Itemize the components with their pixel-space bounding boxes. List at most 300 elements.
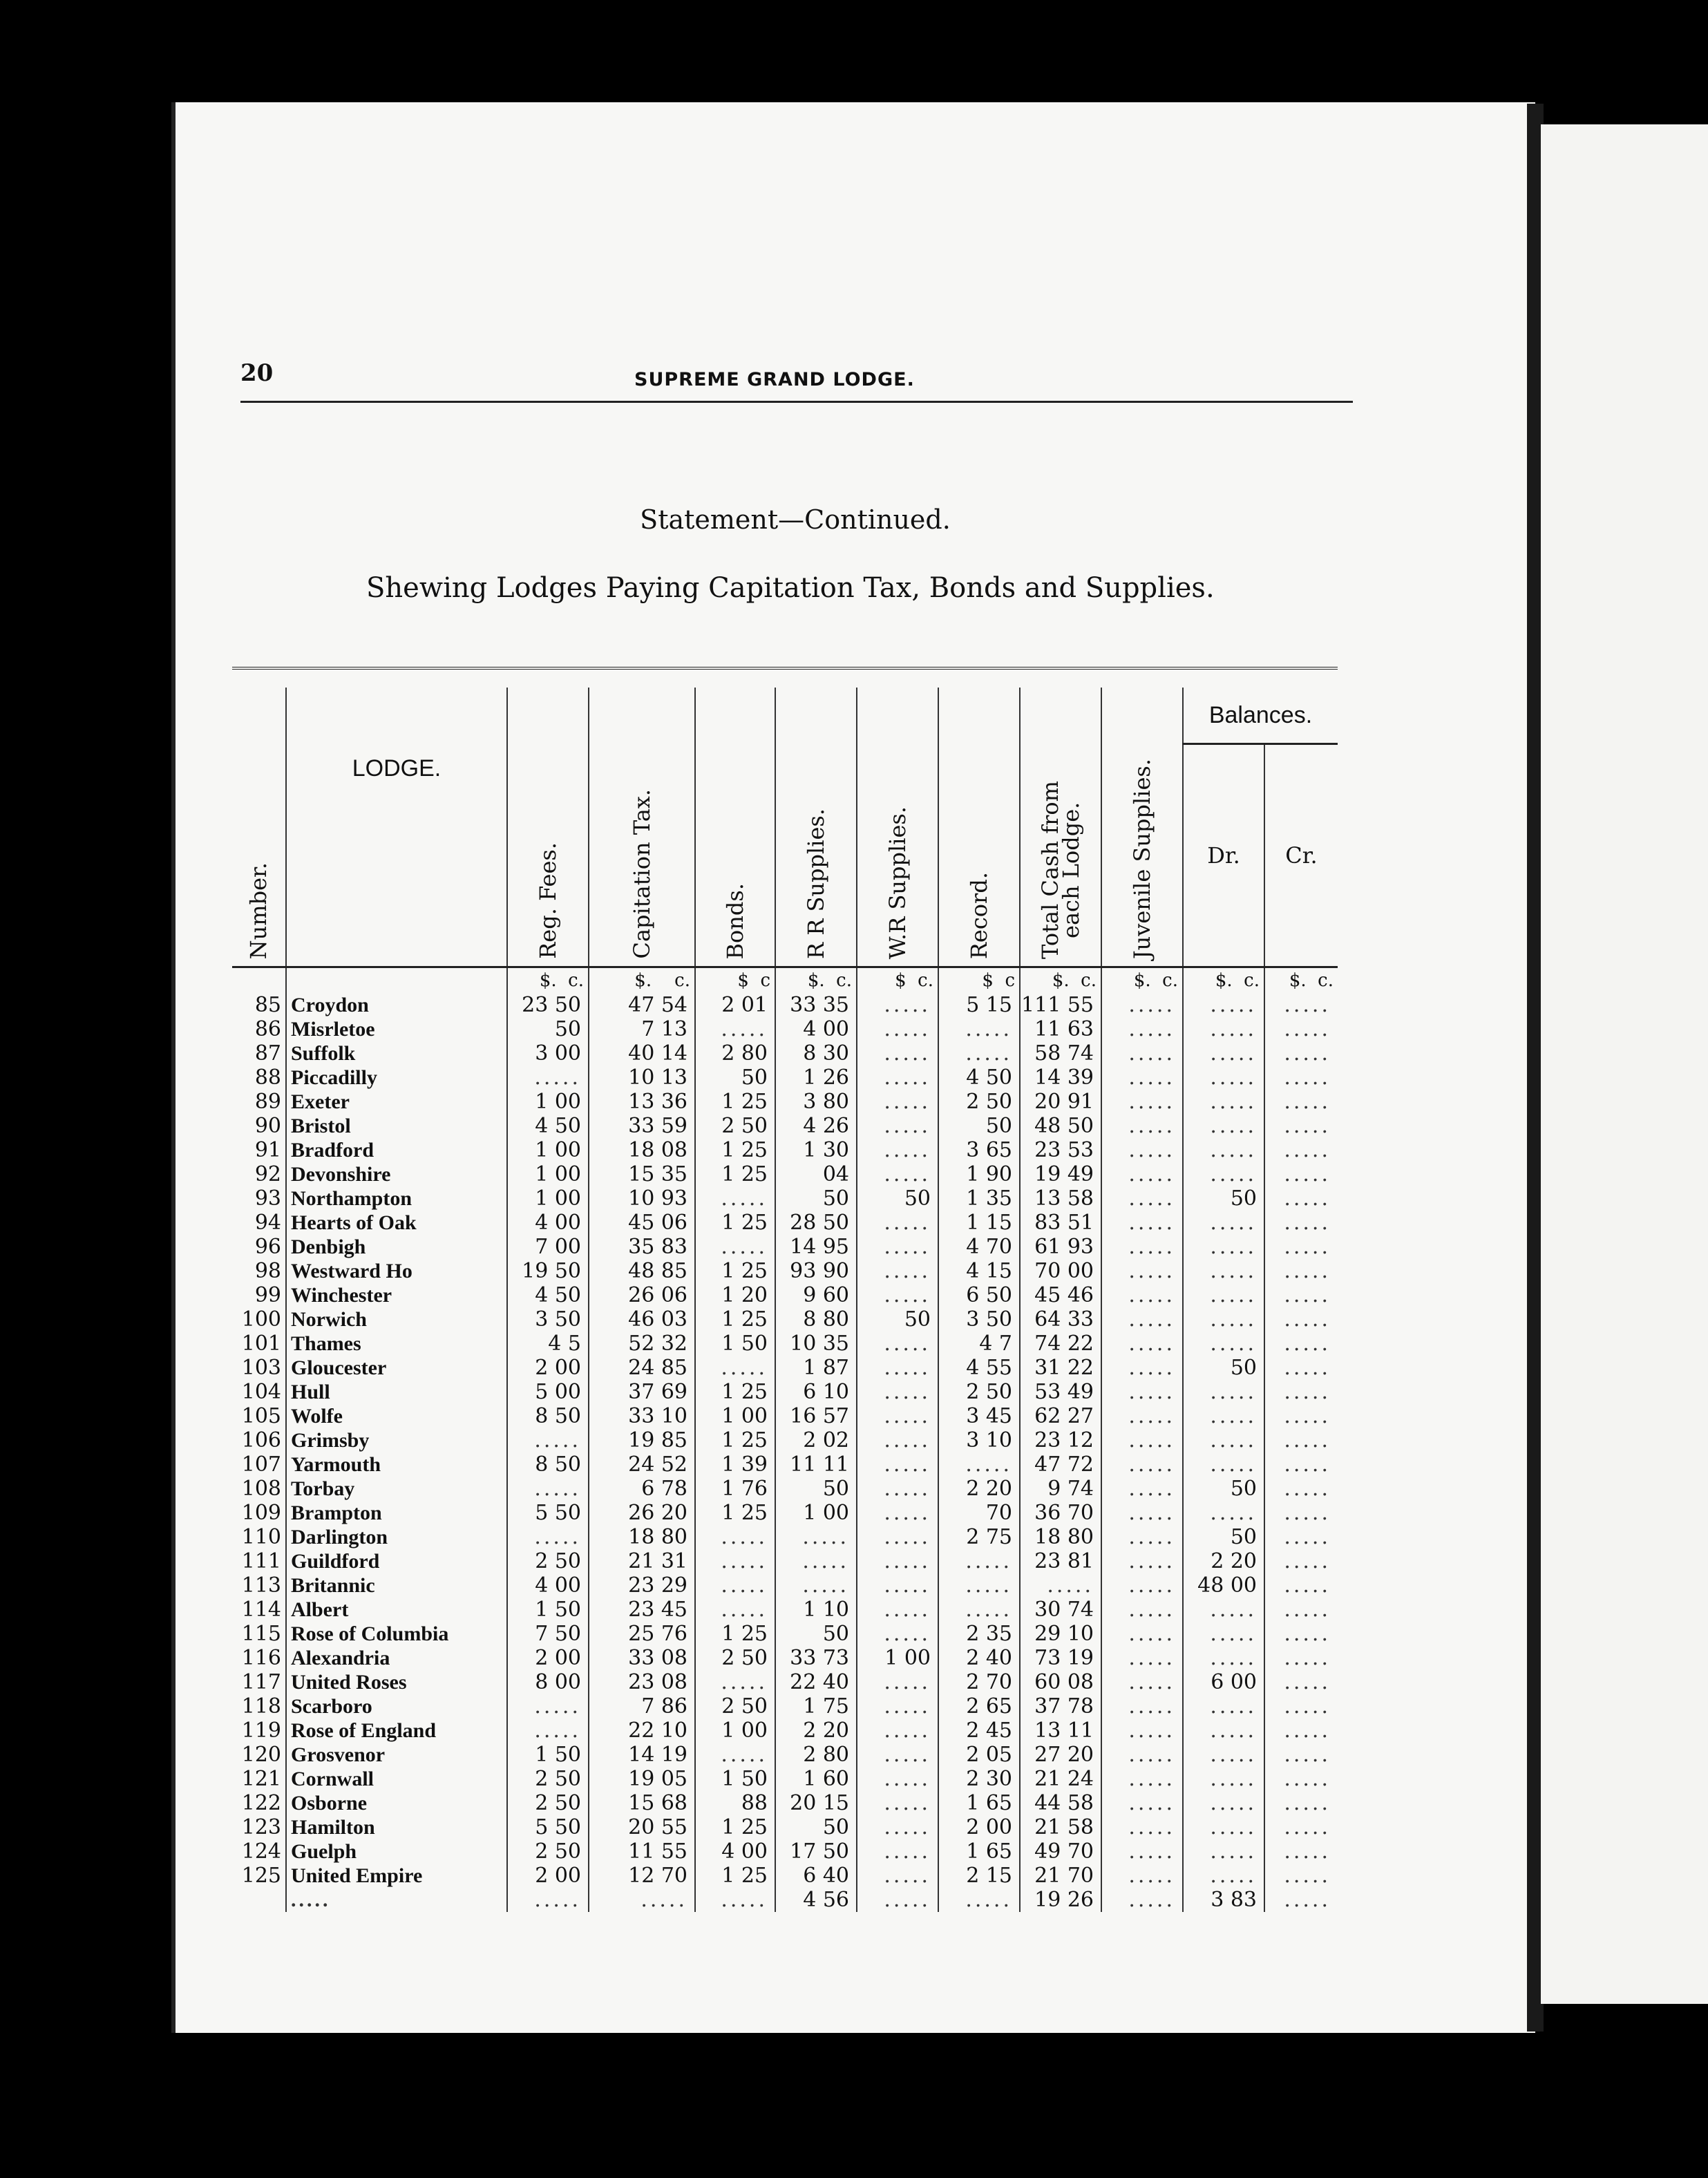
bonds-cell: 1 76: [695, 1477, 775, 1501]
reg-fees-cell: 2 50: [507, 1767, 589, 1791]
dot-leader: .....: [1128, 1211, 1175, 1235]
record-cell: [938, 1598, 1020, 1622]
juvenile-supplies-cell: [1101, 1573, 1183, 1598]
juvenile-supplies-cell: [1101, 1114, 1183, 1138]
table-row: [232, 1332, 1338, 1356]
dr-balance-cell: [1183, 1017, 1264, 1041]
dot-leader: .....: [1284, 1428, 1331, 1452]
rr-supplies-cell: [775, 1549, 857, 1573]
running-title: SUPREME GRAND LODGE.: [634, 369, 915, 390]
dot-leader: .....: [1210, 1283, 1257, 1307]
capitation-tax-cell: 6 78: [589, 1477, 695, 1501]
bonds-cell: 1 20: [695, 1283, 775, 1307]
col-capitation-tax-header: Capitation Tax.: [589, 688, 695, 967]
unit-label: $. c.: [1101, 967, 1183, 994]
juvenile-supplies-cell: [1101, 1283, 1183, 1307]
table-row: [232, 1404, 1338, 1428]
reg-fees-cell: 5 50: [507, 1501, 589, 1525]
dr-balance-cell: [1183, 1380, 1264, 1404]
dot-leader: .....: [1284, 1332, 1331, 1356]
record-cell: 2 05: [938, 1743, 1020, 1767]
dot-leader: .....: [884, 1839, 931, 1864]
reg-fees-cell: 4 50: [507, 1114, 589, 1138]
col-lodge-header: LODGE.: [286, 688, 507, 967]
lodge-name: Hamilton: [286, 1815, 507, 1839]
dr-balance-cell: [1183, 1283, 1264, 1307]
capitation-tax-cell: 15 68: [589, 1791, 695, 1815]
dot-leader: .....: [721, 1017, 768, 1041]
rr-supplies-cell: 2 20: [775, 1718, 857, 1743]
dot-leader: .....: [884, 1041, 931, 1066]
dr-balance-cell: [1183, 1743, 1264, 1767]
dot-leader: .....: [534, 1066, 581, 1090]
dot-leader: .....: [884, 1138, 931, 1162]
dot-leader: .....: [884, 1549, 931, 1573]
wr-supplies-cell: [857, 993, 938, 1017]
dot-leader: .....: [1210, 1718, 1257, 1743]
row-number: 101: [241, 1332, 281, 1356]
capitation-tax-cell: 25 76: [589, 1622, 695, 1646]
total-cash-cell: 61 93: [1020, 1235, 1101, 1259]
capitation-tax-cell: 26 20: [589, 1501, 695, 1525]
juvenile-supplies-cell: [1101, 1428, 1183, 1452]
table-row: [232, 1525, 1338, 1549]
dot-leader: .....: [1128, 1017, 1175, 1041]
cr-balance-cell: [1264, 1549, 1338, 1573]
row-number: 120: [241, 1743, 281, 1767]
dot-leader: .....: [721, 1670, 768, 1694]
dot-leader: .....: [884, 1622, 931, 1646]
bonds-cell: [695, 1670, 775, 1694]
rr-supplies-cell: 50: [775, 1186, 857, 1211]
total-cash-cell: 30 74: [1020, 1598, 1101, 1622]
bonds-cell: 1 00: [695, 1404, 775, 1428]
table-row: [232, 1477, 1338, 1501]
wr-supplies-cell: [857, 1549, 938, 1573]
dot-leader: .....: [1128, 1380, 1175, 1404]
capitation-tax-cell: 20 55: [589, 1815, 695, 1839]
table-row: [232, 1211, 1338, 1235]
juvenile-supplies-cell: [1101, 1718, 1183, 1743]
table-row: [232, 1864, 1338, 1888]
dot-leader: .....: [291, 1888, 331, 1911]
lodge-name: Albert: [286, 1598, 507, 1622]
rr-supplies-cell: 1 10: [775, 1598, 857, 1622]
wr-supplies-cell: [857, 1477, 938, 1501]
dot-leader: .....: [1128, 1259, 1175, 1283]
row-number: 98: [254, 1259, 281, 1283]
dot-leader: .....: [884, 1090, 931, 1114]
total-cash-cell: 37 78: [1020, 1694, 1101, 1718]
cr-balance-cell: [1264, 1041, 1338, 1066]
cr-balance-cell: [1264, 1114, 1338, 1138]
dot-leader: .....: [1284, 1186, 1331, 1211]
record-cell: [938, 1017, 1020, 1041]
table-row: [232, 1549, 1338, 1573]
capitation-tax-cell: 13 36: [589, 1090, 695, 1114]
juvenile-supplies-cell: [1101, 1404, 1183, 1428]
total-cash-cell: 13 58: [1020, 1186, 1101, 1211]
record-cell: 50: [938, 1114, 1020, 1138]
total-cash-cell: 111 55: [1020, 993, 1101, 1017]
table-row: [232, 1138, 1338, 1162]
bonds-cell: [695, 1186, 775, 1211]
reg-fees-cell: 2 50: [507, 1839, 589, 1864]
reg-fees-cell: 7 50: [507, 1622, 589, 1646]
bonds-cell: 2 50: [695, 1114, 775, 1138]
wr-supplies-cell: [857, 1235, 938, 1259]
juvenile-supplies-cell: [1101, 1332, 1183, 1356]
cr-balance-cell: [1264, 1235, 1338, 1259]
dot-leader: .....: [1128, 1477, 1175, 1501]
dot-leader: .....: [1210, 1743, 1257, 1767]
dot-leader: .....: [1284, 1235, 1331, 1259]
capitation-tax-cell: 11 55: [589, 1839, 695, 1864]
cr-balance-cell: [1264, 1307, 1338, 1332]
dot-leader: .....: [1210, 1501, 1257, 1525]
wr-supplies-cell: [857, 1694, 938, 1718]
dr-balance-cell: [1183, 1622, 1264, 1646]
dot-leader: .....: [884, 1452, 931, 1477]
rr-supplies-cell: 1 75: [775, 1694, 857, 1718]
table-row: [232, 1815, 1338, 1839]
cr-balance-cell: [1264, 1477, 1338, 1501]
dot-leader: .....: [1128, 1549, 1175, 1573]
record-cell: 2 30: [938, 1767, 1020, 1791]
table-row: [232, 1114, 1338, 1138]
dot-leader: .....: [1128, 1839, 1175, 1864]
total-cash-cell: 23 81: [1020, 1549, 1101, 1573]
juvenile-supplies-cell: [1101, 1815, 1183, 1839]
cr-balance-cell: [1264, 1259, 1338, 1283]
bonds-cell: 1 25: [695, 1428, 775, 1452]
reg-fees-cell: 2 00: [507, 1356, 589, 1380]
table-row: [232, 1501, 1338, 1525]
dot-leader: .....: [534, 1525, 581, 1549]
table-row: [232, 1646, 1338, 1670]
dot-leader: .....: [1128, 1041, 1175, 1066]
dot-leader: .....: [1128, 1428, 1175, 1452]
total-cash-cell: 19 26: [1020, 1888, 1101, 1912]
dot-leader: .....: [1210, 1307, 1257, 1332]
capitation-tax-cell: [589, 1888, 695, 1912]
dot-leader: .....: [1210, 1646, 1257, 1670]
dot-leader: .....: [1284, 1477, 1331, 1501]
col-number-header: Number.: [245, 862, 272, 959]
dot-leader: .....: [1284, 1743, 1331, 1767]
dot-leader: .....: [1284, 1041, 1331, 1066]
row-number: 116: [241, 1646, 281, 1670]
record-cell: 2 70: [938, 1670, 1020, 1694]
lodge-name: Wolfe: [286, 1404, 507, 1428]
record-cell: 2 50: [938, 1380, 1020, 1404]
dot-leader: .....: [1128, 1235, 1175, 1259]
record-cell: [938, 1041, 1020, 1066]
dot-leader: .....: [884, 1791, 931, 1815]
cr-balance-cell: [1264, 1017, 1338, 1041]
dot-leader: .....: [1284, 1211, 1331, 1235]
dot-leader: .....: [1210, 1138, 1257, 1162]
cr-balance-cell: [1264, 1283, 1338, 1307]
cr-balance-cell: [1264, 1622, 1338, 1646]
table-row: [232, 1066, 1338, 1090]
row-number: 107: [241, 1452, 281, 1477]
rr-supplies-cell: 11 11: [775, 1452, 857, 1477]
bonds-cell: 4 00: [695, 1839, 775, 1864]
dr-balance-cell: [1183, 1864, 1264, 1888]
dot-leader: .....: [965, 1017, 1012, 1041]
total-cash-cell: 64 33: [1020, 1307, 1101, 1332]
dot-leader: .....: [884, 1356, 931, 1380]
dot-leader: .....: [1284, 1090, 1331, 1114]
dot-leader: .....: [965, 1888, 1012, 1912]
dot-leader: .....: [1284, 1162, 1331, 1186]
bonds-cell: 1 25: [695, 1211, 775, 1235]
dot-leader: .....: [1284, 1622, 1331, 1646]
lodge-name: Hull: [286, 1380, 507, 1404]
capitation-tax-cell: 33 08: [589, 1646, 695, 1670]
dr-balance-cell: [1183, 1041, 1264, 1066]
lodge-name: Bristol: [286, 1114, 507, 1138]
dot-leader: .....: [721, 1186, 768, 1211]
juvenile-supplies-cell: [1101, 1694, 1183, 1718]
total-cash-cell: 23 12: [1020, 1428, 1101, 1452]
total-cash-cell: [1020, 1573, 1101, 1598]
dot-leader: .....: [1284, 1452, 1331, 1477]
cr-balance-cell: [1264, 1864, 1338, 1888]
record-cell: 6 50: [938, 1283, 1020, 1307]
cr-balance-cell: [1264, 1380, 1338, 1404]
capitation-tax-cell: 33 59: [589, 1114, 695, 1138]
table-row: [232, 993, 1338, 1017]
dr-balance-cell: [1183, 1259, 1264, 1283]
row-number: 89: [254, 1090, 281, 1114]
capitation-tax-cell: 23 29: [589, 1573, 695, 1598]
lodge-name: Alexandria: [286, 1646, 507, 1670]
reg-fees-cell: 50: [507, 1017, 589, 1041]
dot-leader: .....: [1210, 1622, 1257, 1646]
dot-leader: .....: [884, 1888, 931, 1912]
dot-leader: .....: [1284, 1017, 1331, 1041]
reg-fees-cell: 1 50: [507, 1743, 589, 1767]
dr-balance-cell: [1183, 1694, 1264, 1718]
capitation-tax-cell: 10 93: [589, 1186, 695, 1211]
dot-leader: .....: [1128, 1138, 1175, 1162]
juvenile-supplies-cell: [1101, 1670, 1183, 1694]
lodge-name: Osborne: [286, 1791, 507, 1815]
record-cell: 4 7: [938, 1332, 1020, 1356]
dot-leader: .....: [1128, 1622, 1175, 1646]
record-cell: [938, 1549, 1020, 1573]
total-cash-cell: 73 19: [1020, 1646, 1101, 1670]
cr-balance-cell: [1264, 1646, 1338, 1670]
cr-balance-cell: [1264, 1428, 1338, 1452]
header-rule: [232, 668, 1338, 688]
wr-supplies-cell: [857, 1670, 938, 1694]
dot-leader: .....: [965, 1452, 1012, 1477]
row-number: 124: [241, 1839, 281, 1864]
capitation-tax-cell: 24 85: [589, 1356, 695, 1380]
dot-leader: .....: [721, 1549, 768, 1573]
record-cell: [938, 1888, 1020, 1912]
total-cash-cell: 62 27: [1020, 1404, 1101, 1428]
dot-leader: .....: [884, 1259, 931, 1283]
wr-supplies-cell: [857, 1839, 938, 1864]
row-number: 100: [241, 1307, 281, 1332]
juvenile-supplies-cell: [1101, 1501, 1183, 1525]
total-cash-cell: 47 72: [1020, 1452, 1101, 1477]
total-cash-cell: 21 70: [1020, 1864, 1101, 1888]
dot-leader: .....: [1128, 1670, 1175, 1694]
rr-supplies-cell: 2 02: [775, 1428, 857, 1452]
rr-supplies-cell: 8 30: [775, 1041, 857, 1066]
lodge-name: Hearts of Oak: [286, 1211, 507, 1235]
dr-balance-cell: [1183, 1332, 1264, 1356]
reg-fees-cell: 1 00: [507, 1162, 589, 1186]
dr-balance-cell: 50: [1183, 1477, 1264, 1501]
dot-leader: .....: [534, 1694, 581, 1718]
wr-supplies-cell: [857, 1767, 938, 1791]
reg-fees-cell: 3 50: [507, 1307, 589, 1332]
cr-balance-cell: [1264, 1573, 1338, 1598]
record-cell: 5 15: [938, 993, 1020, 1017]
dot-leader: .....: [1210, 1235, 1257, 1259]
dot-leader: .....: [884, 1525, 931, 1549]
bonds-cell: [695, 1743, 775, 1767]
wr-supplies-cell: [857, 1428, 938, 1452]
dot-leader: .....: [1284, 1646, 1331, 1670]
cr-balance-cell: [1264, 1694, 1338, 1718]
dot-leader: .....: [884, 1332, 931, 1356]
statement-heading-text: Statement—Continued.: [640, 504, 951, 535]
bonds-cell: 88: [695, 1791, 775, 1815]
row-number: 87: [254, 1041, 281, 1066]
lodge-name: Denbigh: [286, 1235, 507, 1259]
dot-leader: .....: [1284, 1694, 1331, 1718]
dr-balance-cell: 2 20: [1183, 1549, 1264, 1573]
wr-supplies-cell: 50: [857, 1186, 938, 1211]
bonds-cell: 1 39: [695, 1452, 775, 1477]
juvenile-supplies-cell: [1101, 1791, 1183, 1815]
wr-supplies-cell: 1 00: [857, 1646, 938, 1670]
dr-balance-cell: [1183, 1767, 1264, 1791]
total-cash-cell: 45 46: [1020, 1283, 1101, 1307]
row-number: 109: [241, 1501, 281, 1525]
juvenile-supplies-cell: [1101, 1477, 1183, 1501]
reg-fees-cell: [507, 1477, 589, 1501]
dr-balance-cell: [1183, 1815, 1264, 1839]
dot-leader: .....: [534, 1428, 581, 1452]
juvenile-supplies-cell: [1101, 1186, 1183, 1211]
dot-leader: .....: [884, 1017, 931, 1041]
dot-leader: .....: [1128, 1114, 1175, 1138]
bonds-cell: 1 25: [695, 1138, 775, 1162]
dot-leader: .....: [1210, 1791, 1257, 1815]
record-cell: 2 40: [938, 1646, 1020, 1670]
unit-label: $ c.: [857, 967, 938, 994]
wr-supplies-cell: [857, 1259, 938, 1283]
juvenile-supplies-cell: [1101, 1646, 1183, 1670]
wr-supplies-cell: [857, 1356, 938, 1380]
capitation-tax-cell: 40 14: [589, 1041, 695, 1066]
dot-leader: .....: [1128, 1452, 1175, 1477]
bonds-cell: [695, 1017, 775, 1041]
cr-balance-cell: [1264, 1670, 1338, 1694]
rr-supplies-cell: 22 40: [775, 1670, 857, 1694]
cr-balance-cell: [1264, 1332, 1338, 1356]
bonds-cell: [695, 1356, 775, 1380]
reg-fees-cell: [507, 1066, 589, 1090]
cr-balance-cell: [1264, 1718, 1338, 1743]
bonds-cell: 1 50: [695, 1767, 775, 1791]
dot-leader: .....: [1128, 1404, 1175, 1428]
record-cell: 3 10: [938, 1428, 1020, 1452]
dr-balance-cell: [1183, 1404, 1264, 1428]
dot-leader: .....: [1210, 1066, 1257, 1090]
dot-leader: .....: [884, 1573, 931, 1598]
total-cash-cell: 70 00: [1020, 1259, 1101, 1283]
dot-leader: .....: [1047, 1573, 1094, 1598]
record-cell: 1 35: [938, 1186, 1020, 1211]
table-row: [232, 1162, 1338, 1186]
table-row: [232, 1670, 1338, 1694]
rr-supplies-cell: 1 26: [775, 1066, 857, 1090]
col-balances-header: Balances.: [1183, 688, 1338, 744]
lodge-name: Exeter: [286, 1090, 507, 1114]
wr-supplies-cell: [857, 1138, 938, 1162]
juvenile-supplies-cell: [1101, 1041, 1183, 1066]
dot-leader: .....: [1128, 1573, 1175, 1598]
total-cash-cell: 18 80: [1020, 1525, 1101, 1549]
row-number: 105: [241, 1404, 281, 1428]
cr-balance-cell: [1264, 1452, 1338, 1477]
dot-leader: .....: [1210, 1114, 1257, 1138]
page-number: 20: [240, 359, 274, 387]
units-row: [232, 967, 1338, 994]
cr-balance-cell: [1264, 993, 1338, 1017]
col-record-header: Record.: [938, 688, 1020, 967]
dot-leader: .....: [1284, 1670, 1331, 1694]
reg-fees-cell: 4 00: [507, 1573, 589, 1598]
dot-leader: .....: [1128, 1815, 1175, 1839]
row-number: 108: [241, 1477, 281, 1501]
rr-supplies-cell: 16 57: [775, 1404, 857, 1428]
capitation-tax-cell: 15 35: [589, 1162, 695, 1186]
reg-fees-cell: 2 00: [507, 1864, 589, 1888]
bonds-cell: 2 80: [695, 1041, 775, 1066]
dr-balance-cell: [1183, 993, 1264, 1017]
record-cell: 1 90: [938, 1162, 1020, 1186]
running-header: [240, 359, 1353, 403]
unit-label: $. c.: [1183, 967, 1264, 994]
capitation-tax-cell: 7 86: [589, 1694, 695, 1718]
capitation-tax-cell: 48 85: [589, 1259, 695, 1283]
bonds-cell: 2 01: [695, 993, 775, 1017]
capitation-tax-cell: 26 06: [589, 1283, 695, 1307]
row-number: 115: [241, 1622, 281, 1646]
rr-supplies-cell: 4 00: [775, 1017, 857, 1041]
dot-leader: .....: [1128, 1186, 1175, 1211]
dot-leader: .....: [721, 1743, 768, 1767]
dot-leader: .....: [1284, 1549, 1331, 1573]
total-cash-cell: 74 22: [1020, 1332, 1101, 1356]
row-number: [232, 1888, 286, 1912]
dot-leader: .....: [884, 1404, 931, 1428]
total-cash-cell: 20 91: [1020, 1090, 1101, 1114]
dot-leader: .....: [884, 1235, 931, 1259]
reg-fees-cell: [507, 1718, 589, 1743]
dot-leader: .....: [1128, 993, 1175, 1017]
